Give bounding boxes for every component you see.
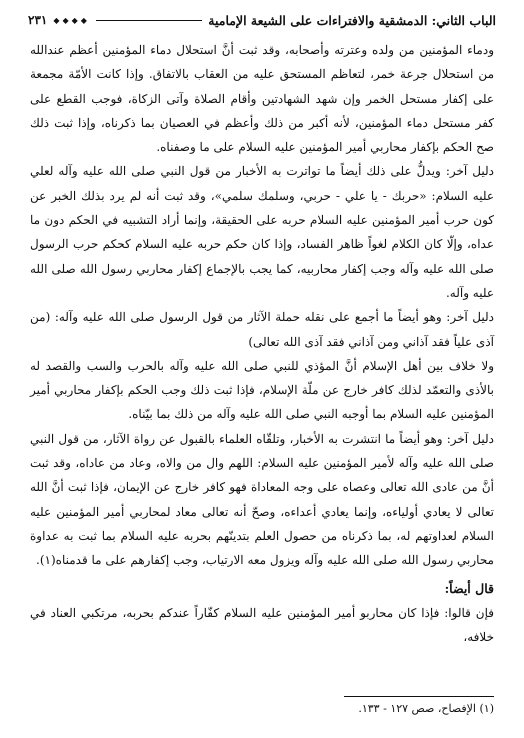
page-number: ٢٣١ (28, 13, 48, 27)
paragraph: فإن قالوا: فإذا كان محاربو أمير المؤمنين عليه السلام كفّاراً عندكم بحربه، مرتكبي العناد في خلافه، (30, 605, 494, 645)
paragraph: ولا خلاف بين أهل الإسلام أنَّ المؤذي للنبي صلى الله عليه وآله بالحرب والسب والقصد له بالأذى والتعمّد لذلك كافر خارج عن ملّة الإسلام، فإذا ثبت ذلك وجب الحكم بإكفار محاربي أمير المؤمنين عليه السلام بما أوجبه النبي صلى الله عليه وآله من ذلك بما بيّناه. (30, 358, 494, 422)
header-rule (96, 20, 202, 21)
footnote: (١) الإفصاح، صص ١٢٧ - ١٣٣. (358, 702, 494, 715)
page-body (30, 38, 494, 649)
running-title: الباب الثاني: الدمشقية والافتراءات على الشيعة الإمامية (208, 12, 496, 28)
paragraph: ودماء المؤمنين من ولده وعترته وأصحابه، وقد ثبت أنَّ استحلال دماء المؤمنين أعظم عندالله من استحلال جرعة خمر، لتعاظم المستحق عليه من العقاب بالاتفاق. وإذا كانت الأمّة مجمعة على إكفار مستحل الخمر وإن شهد الشهادتين وأقام الصلاة وآتى الزكاة، فوجب القطع على كفر مستحل دماء المؤمنين، لأنه أكبر من ذلك وأعظم في العصيان بما ذكرناه، وإذا ثبت ذلك صح الحكم بإكفار محاربي أمير المؤمنين عليه السلام على ما وصفناه. (30, 43, 494, 155)
page-header (28, 8, 496, 32)
header-ornament: ◆◆◆◆ (53, 15, 90, 25)
paragraph: دليل آخر: وهو أيضاً ما انتشرت به الأخبار، وتلقّاه العلماء بالقبول عن رواة الآثار، من قول النبي صلى الله عليه وآله لأمير المؤمنين عليه السلام: اللهم وال من والاه، وعاد من عاداه، وقد ثبت أنَّ من عادى الله تعالى وعصاه على وجه المعاداة فهو كافر خارج عن الإيمان، فإذا ثبت أنَّ الله تعالى لا يعادي أولياءه، وإنما يعادي أعداءه، وصحّ أنه تعالى معاد لمحاربي أمير المؤمنين عليه السلام لعداوتهم له، بما ذكرناه من حصول العلم بتدينّهم بحربه عليه السلام بما ثبت به عداوة محاربي رسول الله صلى الله عليه وآله ويزول معه الارتياب، وجب إكفارهم على ما قدمناه(١). (30, 431, 495, 568)
paragraph: دليل آخر: ويدلُّ على ذلك أيضاً ما تواترت به الأخبار من قول النبي صلى الله عليه وآله لعلي عليه السلام: «حربك - يا علي - حربي، وسلمك سلمي»، وقد ثبت أنه لم يرد بذلك الخبر عن كون حرب أمير المؤمنين عليه السلام حربه على الحقيقة، وإنما أراد التشبيه في الحكم دون ما عداه، وإلّا كان الكلام لغواً ظاهر الفساد، وإذا كان حكم حربه عليه السلام كحكم حرب الرسول صلى الله عليه وآله وجب إكفار محاربيه، كما يجب بالإجماع إكفار محاربي رسول الله صلى الله عليه وآله. (30, 164, 494, 300)
footnote-rule (344, 696, 494, 697)
paragraph: دليل آخر: وهو أيضاً ما أجمع على نقله حملة الآثار من قول الرسول صلى الله عليه وآله: (من آذى علياً فقد آذاني ومن آذاني فقد آذى الله تعالى) (30, 310, 494, 349)
section-heading: قال أيضاً: (444, 580, 494, 596)
